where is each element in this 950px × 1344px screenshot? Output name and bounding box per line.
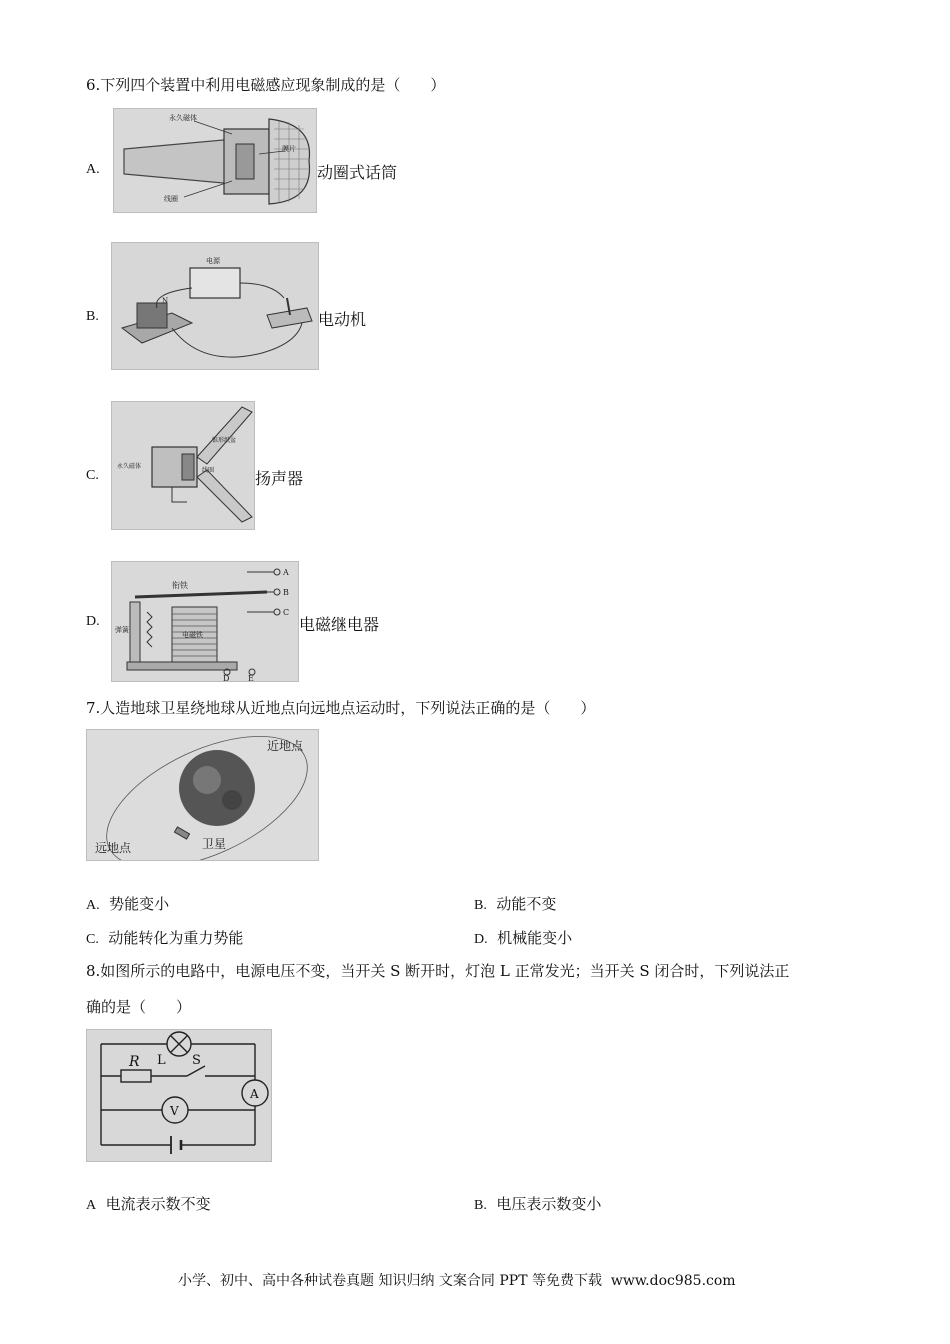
mic-diaphragm-label: 膜片 (282, 145, 296, 153)
orbit-perigee-label: 近地点 (267, 739, 304, 753)
q6-option-c-letter: C. (86, 468, 99, 483)
relay-figure (111, 561, 299, 682)
q8-choice-b-letter: B. (474, 1198, 487, 1213)
circuit-r-label: R (129, 1054, 140, 1070)
circuit-voltmeter-label: V (170, 1104, 179, 1118)
q7-choice-c-text: 动能转化为重力势能 (108, 929, 244, 947)
q8-choice-a (86, 1193, 211, 1214)
relay-terminal-a: A (283, 568, 289, 577)
q8-choice-b (474, 1193, 601, 1214)
q7-choice-a-letter: A. (86, 898, 100, 913)
speaker-magnet-label: 永久磁体 (117, 463, 142, 470)
orbit-apogee-label: 远地点 (95, 841, 132, 855)
q8-stem-line2: 确的是（ ） (86, 998, 192, 1016)
relay-terminal-d: D (223, 674, 230, 681)
q6-stem: 6.下列四个装置中利用电磁感应现象制成的是（ ） (86, 76, 446, 94)
footer-text: 小学、初中、高中各种试卷真题 知识归纳 文案合同 PPT 等免费下载 (178, 1273, 602, 1289)
footer-site-link[interactable]: www.doc985.com (610, 1273, 736, 1289)
circuit-s-label: S (192, 1053, 201, 1068)
circuit-figure (86, 1029, 272, 1162)
speaker-coil-label: 线圈 (202, 467, 215, 474)
q7-choice-b (474, 893, 556, 914)
relay-terminal-c: C (283, 608, 290, 617)
q7-stem: 7.人造地球卫星绕地球从近地点向远地点运动时，下列说法正确的是（ ） (86, 699, 596, 717)
relay-armature-label: 衔铁 (172, 581, 188, 590)
q7-choice-d-letter: D. (474, 932, 488, 947)
q6-option-a-caption: 动圈式话筒 (317, 163, 398, 182)
q8-choice-a-text: 电流表示数不变 (105, 1195, 211, 1213)
q7-choice-d-text: 机械能变小 (497, 929, 573, 947)
microphone-figure (113, 108, 317, 213)
page-footer (178, 1270, 736, 1290)
mic-magnet-label: 永久磁体 (169, 114, 197, 122)
q7-choice-a (86, 893, 169, 914)
relay-spring-label: 弹簧 (115, 626, 129, 634)
q8-choice-b-text: 电压表示数变小 (496, 1195, 602, 1213)
speaker-cone-label: 锥形纸盆 (212, 437, 237, 444)
q6-option-d-caption: 电磁继电器 (299, 615, 380, 634)
mic-coil-label: 线圈 (164, 195, 178, 203)
circuit-l-label: L (157, 1053, 166, 1068)
circuit-ammeter-label: A (250, 1087, 259, 1101)
q6-option-b-caption: 电动机 (318, 310, 367, 329)
q7-choice-b-text: 动能不变 (496, 895, 557, 913)
satellite-orbit-figure (86, 729, 319, 861)
q8-stem-line1: 8.如图所示的电路中，电源电压不变，当开关 S 断开时，灯泡 L 正常发光；当开关 S 闭合时，下列说法正 (86, 962, 790, 980)
motor-power-label: 电源 (206, 257, 220, 265)
relay-terminal-b: B (283, 588, 289, 597)
q8-choice-a-letter: A (86, 1198, 97, 1213)
q7-choice-d (474, 927, 572, 948)
q6-option-b-letter: B. (86, 309, 99, 324)
speaker-figure (111, 401, 255, 530)
q6-option-d-letter: D. (86, 614, 100, 629)
q7-choice-c-letter: C. (86, 932, 99, 947)
motor-n-label: N (162, 297, 169, 305)
q6-option-c-caption: 扬声器 (255, 469, 304, 488)
relay-terminal-e: E (248, 674, 254, 681)
q7-choice-a-text: 势能变小 (109, 895, 170, 913)
relay-electromagnet-label: 电磁铁 (182, 631, 203, 639)
q6-option-a-letter: A. (86, 162, 100, 177)
q7-choice-c (86, 927, 243, 948)
q7-choice-b-letter: B. (474, 898, 487, 913)
motor-figure (111, 242, 319, 370)
orbit-satellite-label: 卫星 (202, 837, 227, 851)
